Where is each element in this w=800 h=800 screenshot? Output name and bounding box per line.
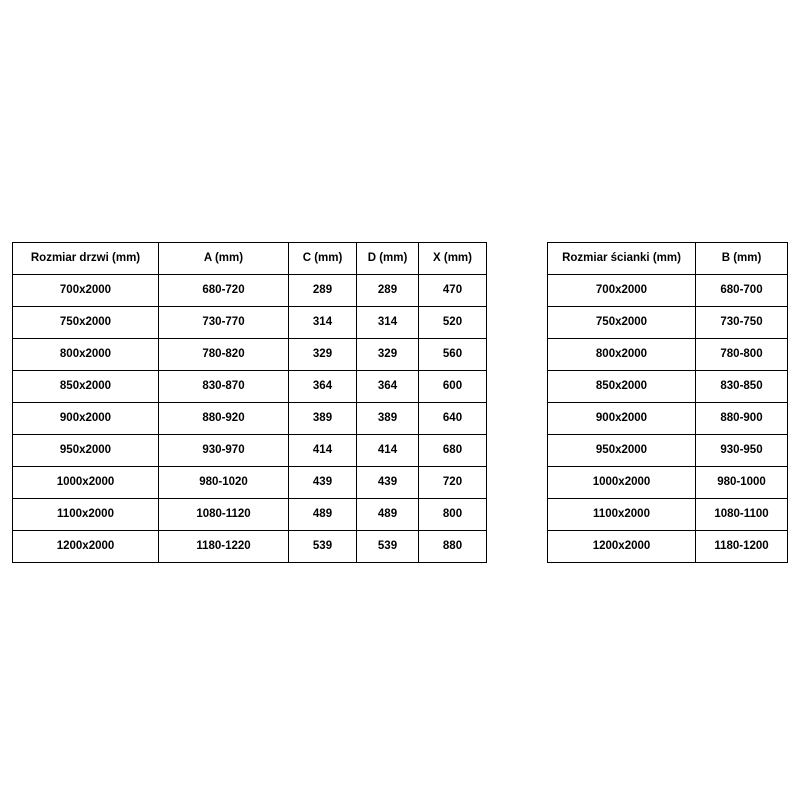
tables-container — [12, 242, 788, 563]
cell-c: 439 — [289, 467, 357, 499]
cell-c: 389 — [289, 403, 357, 435]
table-row — [548, 467, 788, 499]
cell-b: 780-800 — [696, 339, 788, 371]
cell-d: 364 — [357, 371, 419, 403]
cell-b: 930-950 — [696, 435, 788, 467]
cell-d: 539 — [357, 531, 419, 563]
cell-wall-size: 1000x2000 — [548, 467, 696, 499]
cell-a: 830-870 — [159, 371, 289, 403]
cell-c: 414 — [289, 435, 357, 467]
table-row — [548, 307, 788, 339]
cell-d: 389 — [357, 403, 419, 435]
cell-d: 314 — [357, 307, 419, 339]
cell-a: 780-820 — [159, 339, 289, 371]
cell-x: 720 — [419, 467, 487, 499]
cell-a: 880-920 — [159, 403, 289, 435]
cell-c: 364 — [289, 371, 357, 403]
cell-b: 1180-1200 — [696, 531, 788, 563]
cell-b: 680-700 — [696, 275, 788, 307]
table-row — [548, 531, 788, 563]
table-row — [548, 435, 788, 467]
column-header-b: B (mm) — [696, 243, 788, 275]
cell-x: 470 — [419, 275, 487, 307]
cell-x: 560 — [419, 339, 487, 371]
cell-door-size: 850x2000 — [13, 371, 159, 403]
table-row — [13, 499, 487, 531]
cell-x: 520 — [419, 307, 487, 339]
cell-a: 1180-1220 — [159, 531, 289, 563]
cell-door-size: 1000x2000 — [13, 467, 159, 499]
cell-c: 539 — [289, 531, 357, 563]
cell-c: 329 — [289, 339, 357, 371]
column-header-c: C (mm) — [289, 243, 357, 275]
cell-b: 980-1000 — [696, 467, 788, 499]
table-row — [13, 371, 487, 403]
cell-door-size: 1100x2000 — [13, 499, 159, 531]
column-header-a: A (mm) — [159, 243, 289, 275]
table-row — [13, 467, 487, 499]
cell-a: 980-1020 — [159, 467, 289, 499]
cell-x: 600 — [419, 371, 487, 403]
cell-x: 640 — [419, 403, 487, 435]
table-row — [548, 371, 788, 403]
cell-b: 880-900 — [696, 403, 788, 435]
cell-x: 800 — [419, 499, 487, 531]
table-row — [13, 339, 487, 371]
cell-b: 1080-1100 — [696, 499, 788, 531]
table-header-row — [548, 243, 788, 275]
wall-size-table — [547, 242, 788, 563]
cell-x: 880 — [419, 531, 487, 563]
cell-door-size: 700x2000 — [13, 275, 159, 307]
cell-d: 414 — [357, 435, 419, 467]
cell-wall-size: 1100x2000 — [548, 499, 696, 531]
table-row — [548, 275, 788, 307]
cell-door-size: 1200x2000 — [13, 531, 159, 563]
table-row — [548, 403, 788, 435]
cell-door-size: 750x2000 — [13, 307, 159, 339]
cell-wall-size: 750x2000 — [548, 307, 696, 339]
table-row — [548, 499, 788, 531]
cell-b: 830-850 — [696, 371, 788, 403]
column-header-wall-size: Rozmiar ścianki (mm) — [548, 243, 696, 275]
cell-d: 329 — [357, 339, 419, 371]
cell-door-size: 900x2000 — [13, 403, 159, 435]
cell-b: 730-750 — [696, 307, 788, 339]
cell-wall-size: 1200x2000 — [548, 531, 696, 563]
cell-wall-size: 850x2000 — [548, 371, 696, 403]
cell-c: 489 — [289, 499, 357, 531]
cell-d: 289 — [357, 275, 419, 307]
table-row — [548, 339, 788, 371]
cell-d: 439 — [357, 467, 419, 499]
table-header-row — [13, 243, 487, 275]
table-row — [13, 531, 487, 563]
cell-a: 930-970 — [159, 435, 289, 467]
table-row — [13, 435, 487, 467]
column-header-door-size: Rozmiar drzwi (mm) — [13, 243, 159, 275]
cell-a: 680-720 — [159, 275, 289, 307]
table-row — [13, 307, 487, 339]
cell-wall-size: 700x2000 — [548, 275, 696, 307]
cell-door-size: 800x2000 — [13, 339, 159, 371]
cell-door-size: 950x2000 — [13, 435, 159, 467]
cell-a: 1080-1120 — [159, 499, 289, 531]
cell-c: 289 — [289, 275, 357, 307]
cell-x: 680 — [419, 435, 487, 467]
cell-wall-size: 950x2000 — [548, 435, 696, 467]
column-header-d: D (mm) — [357, 243, 419, 275]
cell-a: 730-770 — [159, 307, 289, 339]
door-size-table — [12, 242, 487, 563]
table-row — [13, 403, 487, 435]
cell-wall-size: 900x2000 — [548, 403, 696, 435]
column-header-x: X (mm) — [419, 243, 487, 275]
cell-wall-size: 800x2000 — [548, 339, 696, 371]
cell-d: 489 — [357, 499, 419, 531]
cell-c: 314 — [289, 307, 357, 339]
table-row — [13, 275, 487, 307]
